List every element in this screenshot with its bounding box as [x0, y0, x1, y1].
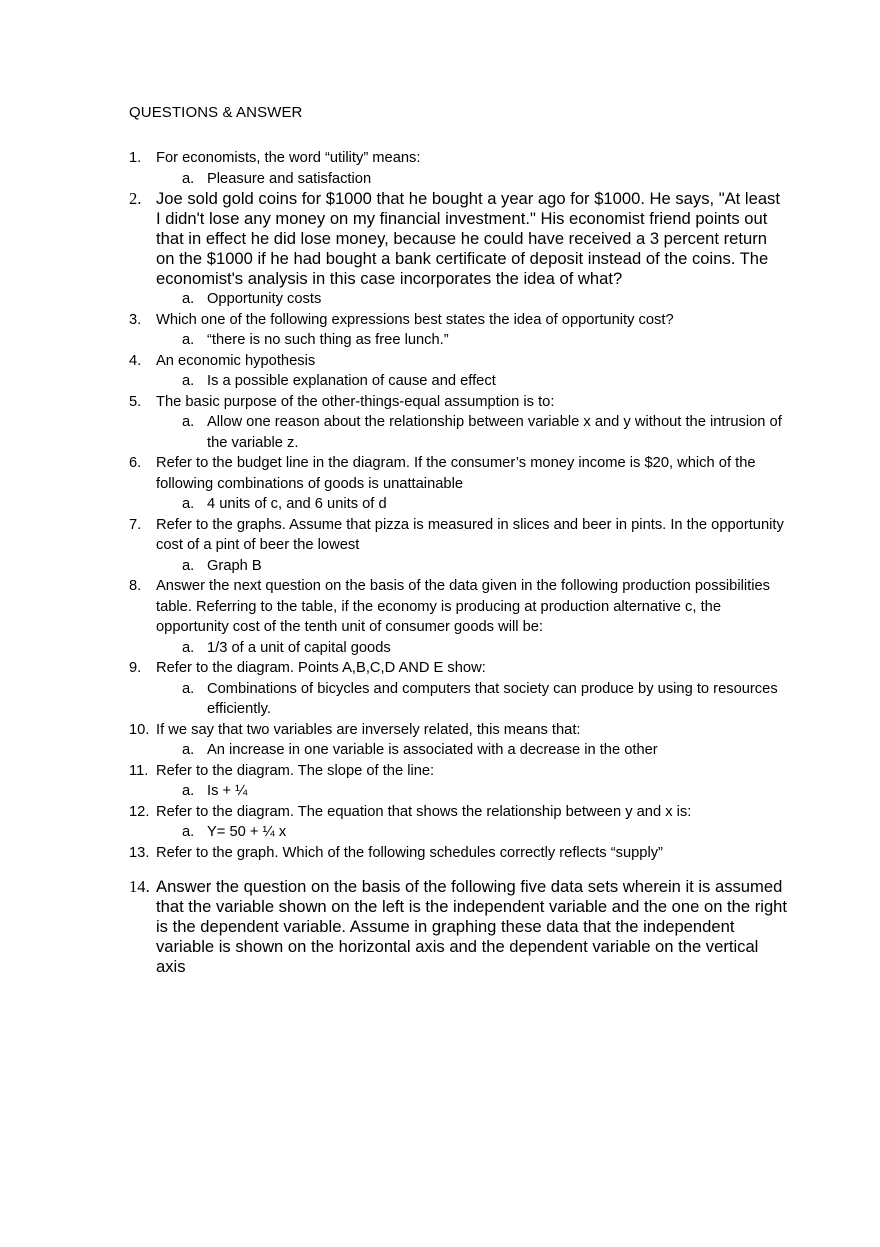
answer-letter: a.: [182, 170, 195, 187]
answer-text: “there is no such thing as free lunch.”: [207, 332, 449, 348]
question-text: Answer the next question on the basis of the data given in the following production possibilities table. Referring to the table, if the economy is producing at production alternative c, the opportunity cost of the tenth unit of consumer goods will be:: [156, 578, 770, 635]
question-text: Joe sold gold coins for $1000 that he bought a year ago for $1000. He says, "At least I didn't lose any money on my financial investment." His economist friend points out that in effect he did lose money, because he could have received a 3 percent return on the $1000 if he had bought a bank certificate of deposit instead of the coins. The economist's analysis in this case incorporates the idea of what?: [156, 189, 780, 288]
question-text: Refer to the diagram. The slope of the line:: [156, 762, 435, 779]
answer-text: Graph B: [207, 557, 262, 574]
answer-letter: a.: [182, 742, 195, 758]
question-text: For economists, the word “utility” means:: [156, 150, 421, 166]
question-8: [129, 576, 789, 638]
question-13: [129, 843, 789, 864]
question-text: Refer to the diagram. Points A,B,C,D AND E show:: [156, 660, 486, 676]
answer-letter: a.: [182, 824, 195, 840]
answer-text: 4 units of c, and 6 units of d: [207, 496, 387, 512]
question-text: If we say that two variables are inversely related, this means that:: [156, 721, 581, 738]
answer-letter: a.: [182, 373, 195, 389]
question-11: [129, 761, 789, 782]
answer-text: Y= 50 + ¼ x: [207, 824, 287, 840]
question-number: 9.: [129, 660, 142, 676]
question-1: [129, 148, 789, 169]
question-number: 4.: [129, 352, 142, 369]
answer-7: [129, 556, 789, 577]
answer-11: [129, 781, 789, 802]
answer-letter: a.: [182, 639, 195, 656]
answer-text: Pleasure and satisfaction: [207, 170, 372, 187]
answer-letter: a.: [182, 557, 195, 574]
question-4: [129, 351, 789, 372]
answer-letter: a.: [182, 291, 195, 307]
question-5: [129, 392, 789, 413]
question-10: [129, 720, 789, 741]
answer-letter: a.: [182, 414, 195, 430]
answer-10: [129, 740, 789, 761]
question-number: 6.: [129, 455, 142, 471]
answer-letter: a.: [182, 496, 195, 512]
answer-text: 1/3 of a unit of capital goods: [207, 639, 391, 656]
question-text: Which one of the following expressions best states the idea of opportunity cost?: [156, 311, 674, 328]
question-number: 11.: [129, 762, 149, 779]
page-title: QUESTIONS & ANSWER: [129, 104, 303, 121]
question-text: Refer to the diagram. The equation that shows the relationship between y and x is:: [156, 803, 692, 820]
question-text: Refer to the graph. Which of the following schedules correctly reflects “supply”: [156, 844, 663, 861]
question-6: [129, 453, 789, 494]
answer-text: Allow one reason about the relationship between variable x and y without the intrusion of the variable z.: [207, 414, 782, 451]
question-number: 14.: [129, 877, 150, 896]
question-number: 5.: [129, 393, 142, 410]
question-9: [129, 658, 789, 679]
question-number: 3.: [129, 311, 142, 328]
answer-letter: a.: [182, 680, 195, 697]
answer-text: Is a possible explanation of cause and effect: [207, 373, 496, 389]
answer-letter: a.: [182, 332, 195, 348]
question-text: The basic purpose of the other-things-equal assumption is to:: [156, 393, 555, 410]
question-12: [129, 802, 789, 823]
answer-9: [129, 679, 789, 720]
answer-2: [129, 289, 789, 310]
question-number: 8.: [129, 578, 142, 594]
question-7: [129, 515, 789, 556]
answer-letter: a.: [182, 783, 195, 799]
question-text: An economic hypothesis: [156, 352, 316, 369]
question-number: 10.: [129, 721, 150, 738]
spacer: [129, 863, 789, 877]
answer-8: [129, 638, 789, 659]
question-number: 2.: [129, 189, 142, 208]
question-number: 1.: [129, 150, 142, 166]
question-number: 12.: [129, 803, 150, 820]
answer-6: [129, 494, 789, 515]
question-text: Answer the question on the basis of the following five data sets wherein it is assumed that the variable shown on the left is the independent variable and the one on the right is the dependent variable. Assume in graphing these data that the independent variable is shown on the horizontal axis and the dependent variable on the vertical axis: [156, 877, 788, 976]
answer-5: [129, 412, 789, 453]
answer-text: An increase in one variable is associated with a decrease in the other: [207, 742, 658, 758]
question-number: 13.: [129, 844, 150, 861]
answer-text: Is + ¼: [207, 783, 248, 799]
answer-1: [129, 169, 789, 190]
answer-text: Combinations of bicycles and computers that society can produce by using to resources efficiently.: [207, 680, 778, 717]
question-number: 7.: [129, 516, 142, 533]
question-text: Refer to the budget line in the diagram. If the consumer’s money income is $20, which of the following combinations of goods is unattainable: [156, 455, 756, 492]
question-14: [129, 877, 789, 977]
answer-12: [129, 822, 789, 843]
question-text: Refer to the graphs. Assume that pizza is measured in slices and beer in pints. In the opportunity cost of a pint of beer the lowest: [156, 516, 784, 553]
question-2: [129, 189, 789, 289]
question-3: [129, 310, 789, 331]
question-list: [129, 148, 789, 977]
answer-text: Opportunity costs: [207, 291, 322, 307]
answer-4: [129, 371, 789, 392]
answer-3: [129, 330, 789, 351]
